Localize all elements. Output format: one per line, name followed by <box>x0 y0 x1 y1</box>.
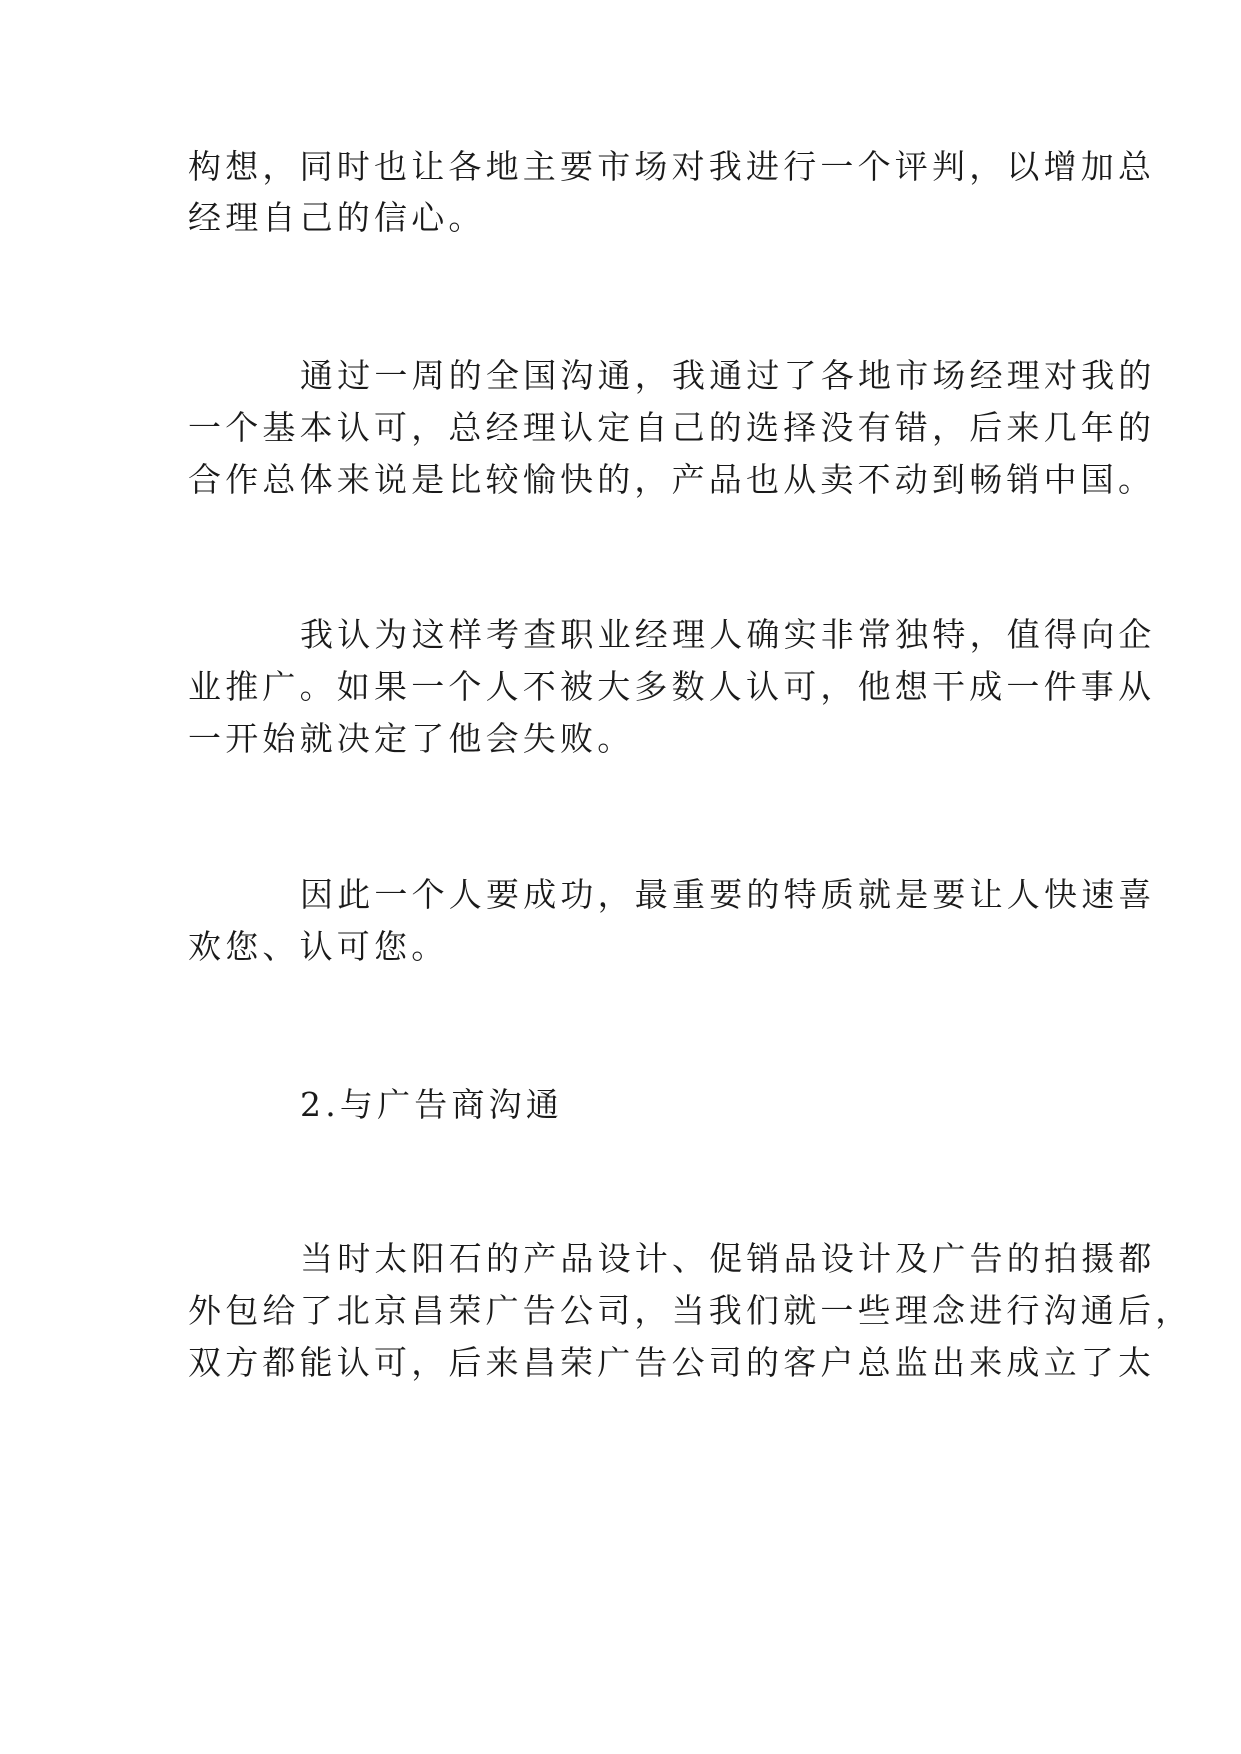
paragraph-2-line-1: 通过一周的全国沟通，我通过了各地市场经理对我的 <box>300 356 1156 395</box>
paragraph-3-line-1: 我认为这样考查职业经理人确实非常独特，值得向企 <box>300 615 1156 654</box>
paragraph-4-line-2: 欢您、认可您。 <box>188 927 449 966</box>
paragraph-2-line-3: 合作总体来说是比较愉快的，产品也从卖不动到畅销中国。 <box>188 460 1156 499</box>
section-heading: 2.与广告商沟通 <box>300 1085 564 1124</box>
paragraph-4-line-1: 因此一个人要成功，最重要的特质就是要让人快速喜 <box>300 875 1156 914</box>
paragraph-1-line-2: 经理自己的信心。 <box>188 198 486 237</box>
paragraph-5-line-3: 双方都能认可，后来昌荣广告公司的客户总监出来成立了太 <box>188 1343 1156 1382</box>
paragraph-1-line-1: 构想，同时也让各地主要市场对我进行一个评判，以增加总 <box>188 147 1156 186</box>
paragraph-5-line-2: 外包给了北京昌荣广告公司，当我们就一些理念进行沟通后， <box>188 1291 1193 1330</box>
paragraph-3-line-2: 业推广。如果一个人不被大多数人认可，他想干成一件事从 <box>188 667 1156 706</box>
paragraph-2-line-2: 一个基本认可，总经理认定自己的选择没有错，后来几年的 <box>188 408 1156 447</box>
paragraph-3-line-3: 一开始就决定了他会失败。 <box>188 719 635 758</box>
paragraph-5-line-1: 当时太阳石的产品设计、促销品设计及广告的拍摄都 <box>300 1239 1156 1278</box>
